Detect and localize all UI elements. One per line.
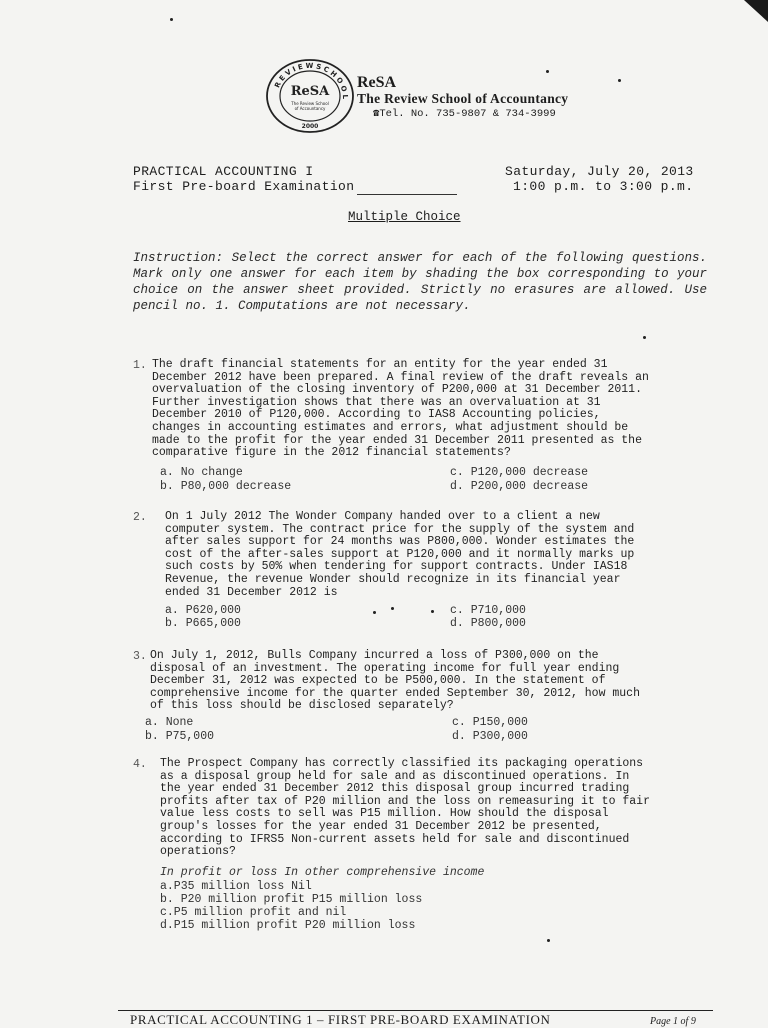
- question-2-option-b: b. P665,000: [165, 617, 241, 630]
- question-3-number: 3.: [133, 650, 147, 663]
- scan-speck: [373, 611, 376, 614]
- question-2-option-c: c. P710,000: [450, 604, 526, 617]
- scan-speck: [618, 79, 621, 82]
- svg-text:of Accountancy: of Accountancy: [294, 106, 326, 111]
- question-1-number: 1.: [133, 359, 147, 372]
- question-4-option-d: d.P15 million profit P20 million loss: [160, 919, 416, 932]
- instructions-text: Select the correct answer for each of the following questions. Mark only one answer for each item by shading the box corresponding to your choice on the answer sheet provided. Strictly no erasures are allowed. Use pencil no. 1. Computations are not necessary.: [133, 251, 707, 313]
- svg-text:The Review School: The Review School: [291, 101, 329, 106]
- telephone-line: ☎Tel. No. 735-9807 & 734-3999: [373, 108, 556, 120]
- footer-rule: [118, 1010, 713, 1011]
- question-2-option-d: d. P800,000: [450, 617, 526, 630]
- scan-speck: [431, 610, 434, 613]
- question-4-option-b: b. P20 million profit P15 million loss: [160, 893, 423, 906]
- question-4-text: The Prospect Company has correctly classified its packaging operations as a disposal group held for sale and as discontinued operations. In the year ended 31 December 2012 this disposal group incurred trading profits after tax of P20 million and the loss on remeasuring it to fair value less costs to sell was P15 million. How should the disposal group's losses for the year ended 31 December 2012 be presented, according to IFRS5 Non-current assets held for sale and discontinued operations?: [160, 757, 650, 859]
- scan-speck: [643, 336, 646, 339]
- header-underline: [357, 194, 457, 195]
- question-4-column-header: In profit or loss In other comprehensive income: [160, 866, 485, 879]
- section-title: Multiple Choice: [348, 210, 461, 224]
- exam-title: First Pre-board Examination: [133, 179, 355, 194]
- svg-text:R E V I E W S C H O O L: R E V I E W S C H O O L: [273, 61, 350, 100]
- question-3-text: On July 1, 2012, Bulls Company incurred a loss of P300,000 on the disposal of an investment. The operating income for full year ending December 31, 2012 was expected to be P500,000. In the statement of comprehensive income for the quarter ended September 30, 2012, how much of this loss should be disclosed separately?: [150, 649, 640, 713]
- question-2-text: On 1 July 2012 The Wonder Company handed over to a client a new computer system. The contract price for the supply of the system and after sales support for 24 months was P800,000. Wonder estimates the cost of the after-sales support at P120,000 and it normally marks up such costs by 50% when tendering for support contracts. Under IAS18 Revenue, the revenue Wonder should recognize in its financial year ended 31 December 2012 is: [165, 510, 635, 599]
- resa-seal-logo: [265, 58, 355, 134]
- scan-speck: [547, 939, 550, 942]
- scan-corner-artifact: [738, 0, 768, 28]
- svg-text:ReSA: ReSA: [290, 84, 330, 99]
- scan-speck: [546, 70, 549, 73]
- question-3-option-b: b. P75,000: [145, 730, 215, 743]
- question-1-option-c: c. P120,000 decrease: [450, 466, 589, 479]
- scan-speck: [170, 18, 173, 21]
- question-2-option-a: a. P620,000: [165, 604, 241, 617]
- question-1-option-b: b. P80,000 decrease: [160, 480, 292, 493]
- exam-time: 1:00 p.m. to 3:00 p.m.: [513, 179, 694, 194]
- instructions-label: Instruction:: [133, 251, 224, 265]
- question-1-option-a: a. No change: [160, 466, 243, 479]
- brand-name: ReSA: [357, 74, 397, 91]
- question-1-text: The draft financial statements for an entity for the year ended 31 December 2012 have been prepared. A final review of the draft reveals an overvaluation of the closing inventory of P200,000 at 31 December 2011. Further investigation shows that there was an overvaluation at 31 December 2010 of P120,000. According to IAS8 Accounting policies, changes in accounting estimates and errors, what adjustment should be made to the profit for the year ended 31 December 2011 presented as the comparative figure in the 2012 financial statements?: [152, 358, 649, 460]
- phone-icon: ☎: [373, 108, 380, 120]
- question-1-option-d: d. P200,000 decrease: [450, 480, 589, 493]
- question-4-option-a: a.P35 million loss Nil: [160, 880, 312, 893]
- question-3-option-d: d. P300,000: [452, 730, 528, 743]
- svg-text:2000: 2000: [301, 123, 319, 130]
- question-3-option-c: c. P150,000: [452, 716, 528, 729]
- question-4-option-c: c.P5 million profit and nil: [160, 906, 347, 919]
- school-name: The Review School of Accountancy: [357, 91, 569, 106]
- page-number: Page 1 of 9: [650, 1016, 696, 1027]
- exam-date: Saturday, July 20, 2013: [505, 164, 694, 179]
- instructions: [133, 250, 707, 314]
- course-title: PRACTICAL ACCOUNTING I: [133, 164, 314, 179]
- question-4-number: 4.: [133, 758, 147, 771]
- scan-speck: [391, 607, 394, 610]
- question-2-number: 2.: [133, 511, 147, 524]
- footer-title: PRACTICAL ACCOUNTING 1 – FIRST PRE-BOARD EXAMINATION: [130, 1012, 551, 1027]
- question-3-option-a: a. None: [145, 716, 194, 729]
